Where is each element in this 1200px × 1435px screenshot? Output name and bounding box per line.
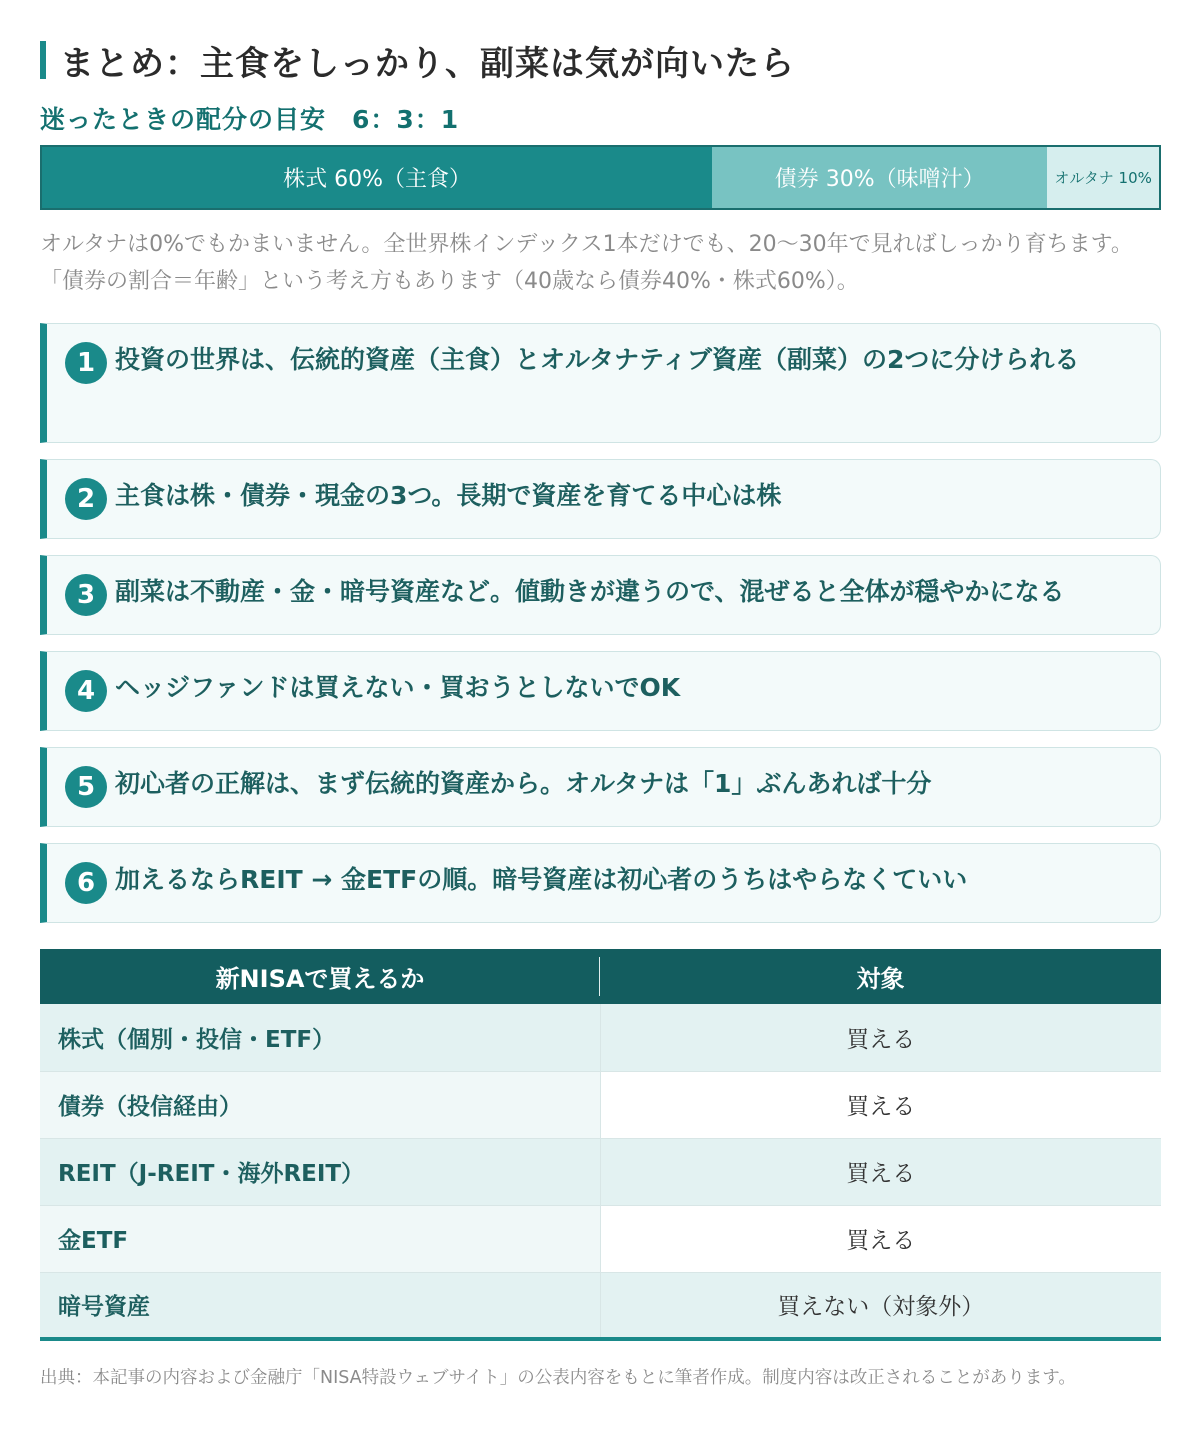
allocation-segment-stocks: [42, 147, 712, 208]
summary-card: [40, 843, 1161, 923]
allocation-subtitle: 迷ったときの配分の目安 6：3：1: [40, 105, 460, 134]
asset-cell: 債券（投信経由）: [40, 1071, 600, 1138]
summary-card: [40, 555, 1161, 635]
table-row: [40, 1004, 1161, 1071]
allocation-segment-bonds: [712, 147, 1047, 208]
allocation-note: オルタナは0%でもかまいません。全世界株インデックス1本だけでも、20〜30年で見ればしっかり育ちます。「債券の割合＝年齢」という考え方もあります（40歳なら債券40%・株式60%）。: [40, 232, 1133, 294]
summary-card: [40, 323, 1161, 443]
point-text: 投資の世界は、伝統的資産（主食）とオルタナティブ資産（副菜）の2つに分けられる: [115, 345, 1080, 374]
asset-cell: 暗号資産: [40, 1272, 600, 1339]
source-credit: 出典：本記事の内容および金融庁「NISA特設ウェブサイト」の公表内容をもとに筆者作成。制度内容は改正されることがあります。: [40, 1368, 1076, 1388]
summary-card: [40, 651, 1161, 731]
table-row: [40, 1071, 1161, 1138]
table-row: [40, 1272, 1161, 1339]
eligibility-cell: 買える: [600, 1071, 1161, 1138]
table-header-row: [40, 949, 1161, 1004]
point-number-badge: 4: [65, 670, 107, 712]
eligibility-cell: 買える: [600, 1138, 1161, 1205]
eligibility-cell: 買えない（対象外）: [600, 1272, 1161, 1339]
point-text: 加えるならREIT → 金ETFの順。暗号資産は初心者のうちはやらなくていい: [115, 865, 968, 894]
column-header: 対象: [600, 949, 1161, 1004]
allocation-bar: [40, 145, 1161, 210]
title-accent-bar: [40, 41, 46, 79]
allocation-label-bonds: 債券 30%（味噌汁）: [774, 167, 985, 192]
page-title: まとめ：主食をしっかり、副菜は気が向いたら: [60, 43, 795, 84]
eligibility-cell: 買える: [600, 1205, 1161, 1272]
point-text: 主食は株・債券・現金の3つ。長期で資産を育てる中心は株: [115, 481, 782, 510]
point-number-badge: 1: [65, 342, 107, 384]
nisa-eligibility-table: [40, 949, 1161, 1341]
column-header: 新NISAで買えるか: [40, 949, 600, 1004]
point-number-badge: 5: [65, 766, 107, 808]
asset-cell: 金ETF: [40, 1205, 600, 1272]
allocation-label-stocks: 株式 60%（主食）: [283, 167, 472, 192]
summary-card: [40, 459, 1161, 539]
point-number-badge: 6: [65, 862, 107, 904]
asset-cell: REIT（J-REIT・海外REIT）: [40, 1138, 600, 1205]
point-text: 初心者の正解は、まず伝統的資産から。オルタナは「1」ぶんあれば十分: [115, 769, 932, 798]
allocation-label-alternatives: オルタナ 10%: [1054, 169, 1152, 187]
table-row: [40, 1138, 1161, 1205]
asset-cell: 株式（個別・投信・ETF）: [40, 1004, 600, 1071]
point-number-badge: 3: [65, 574, 107, 616]
table-row: [40, 1205, 1161, 1272]
eligibility-cell: 買える: [600, 1004, 1161, 1071]
allocation-segment-alternatives: [1047, 147, 1159, 208]
point-text: ヘッジファンドは買えない・買おうとしないでOK: [115, 673, 681, 702]
point-text: 副菜は不動産・金・暗号資産など。値動きが違うので、混ぜると全体が穏やかになる: [115, 577, 1065, 606]
summary-card: [40, 747, 1161, 827]
point-number-badge: 2: [65, 478, 107, 520]
title-row: [40, 38, 795, 82]
